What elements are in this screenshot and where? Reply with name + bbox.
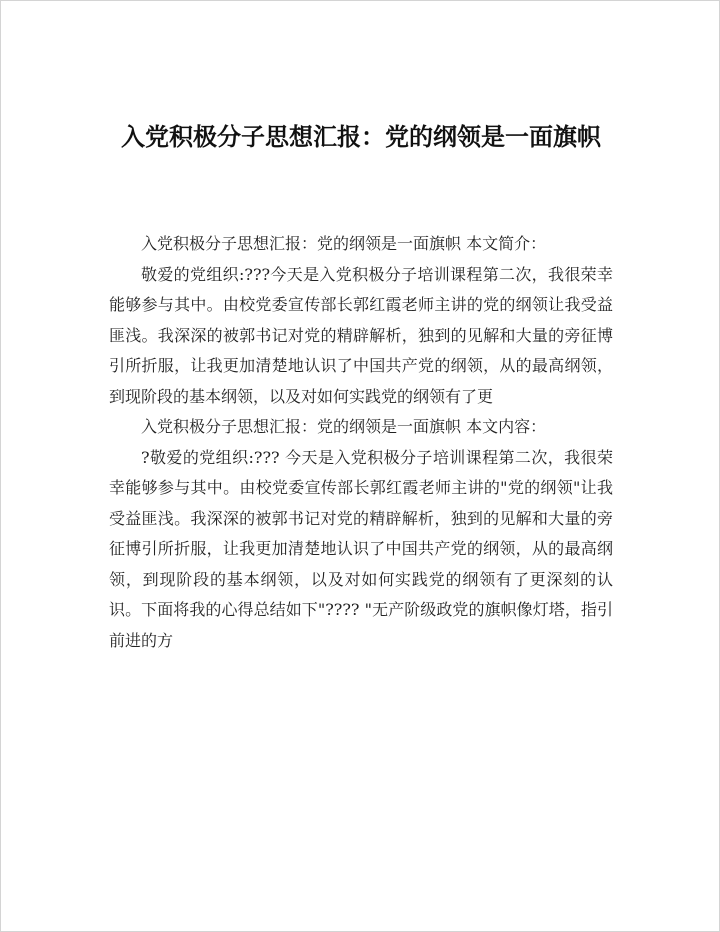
content-heading: 入党积极分子思想汇报：党的纲领是一面旗帜 本文内容： [141, 417, 547, 436]
document-body [109, 229, 613, 656]
summary-paragraph: 敬爱的党组织:???今天是入党积极分子培训课程第二次，我很荣幸能够参与其中。由校党委宣传部长郭红霞老师主讲的党的纲领让我受益匪浅。我深深的被郭书记对党的精辟解析，独到的见解和大量的旁征博引所折服，让我更加清楚地认识了中国共产党的纲领，从的最高纲领，到现阶段的基本纲领，以及对如何实践党的纲领有了更 [109, 264, 613, 406]
document-title: 入党积极分子思想汇报：党的纲领是一面旗帜 [121, 123, 601, 151]
summary-heading: 入党积极分子思想汇报：党的纲领是一面旗帜 本文简介： [141, 234, 547, 253]
content-paragraph: ?敬爱的党组织:??? 今天是入党积极分子培训课程第二次，我很荣幸能够参与其中。由校党委宣传部长郭红霞老师主讲的"党的纲领"让我受益匪浅。我深深的被郭书记对党的精辟解析，独到的见解和大量的旁征博引所折服，让我更加清楚地认识了中国共产党的纲领，从的最高纲领，到现阶段的基本纲领，以及对如何实践党的纲领有了更深刻的认识。下面将我的心得总结如下"???? "无产阶级政党的旗帜像灯塔，指引前进的方 [109, 447, 613, 650]
